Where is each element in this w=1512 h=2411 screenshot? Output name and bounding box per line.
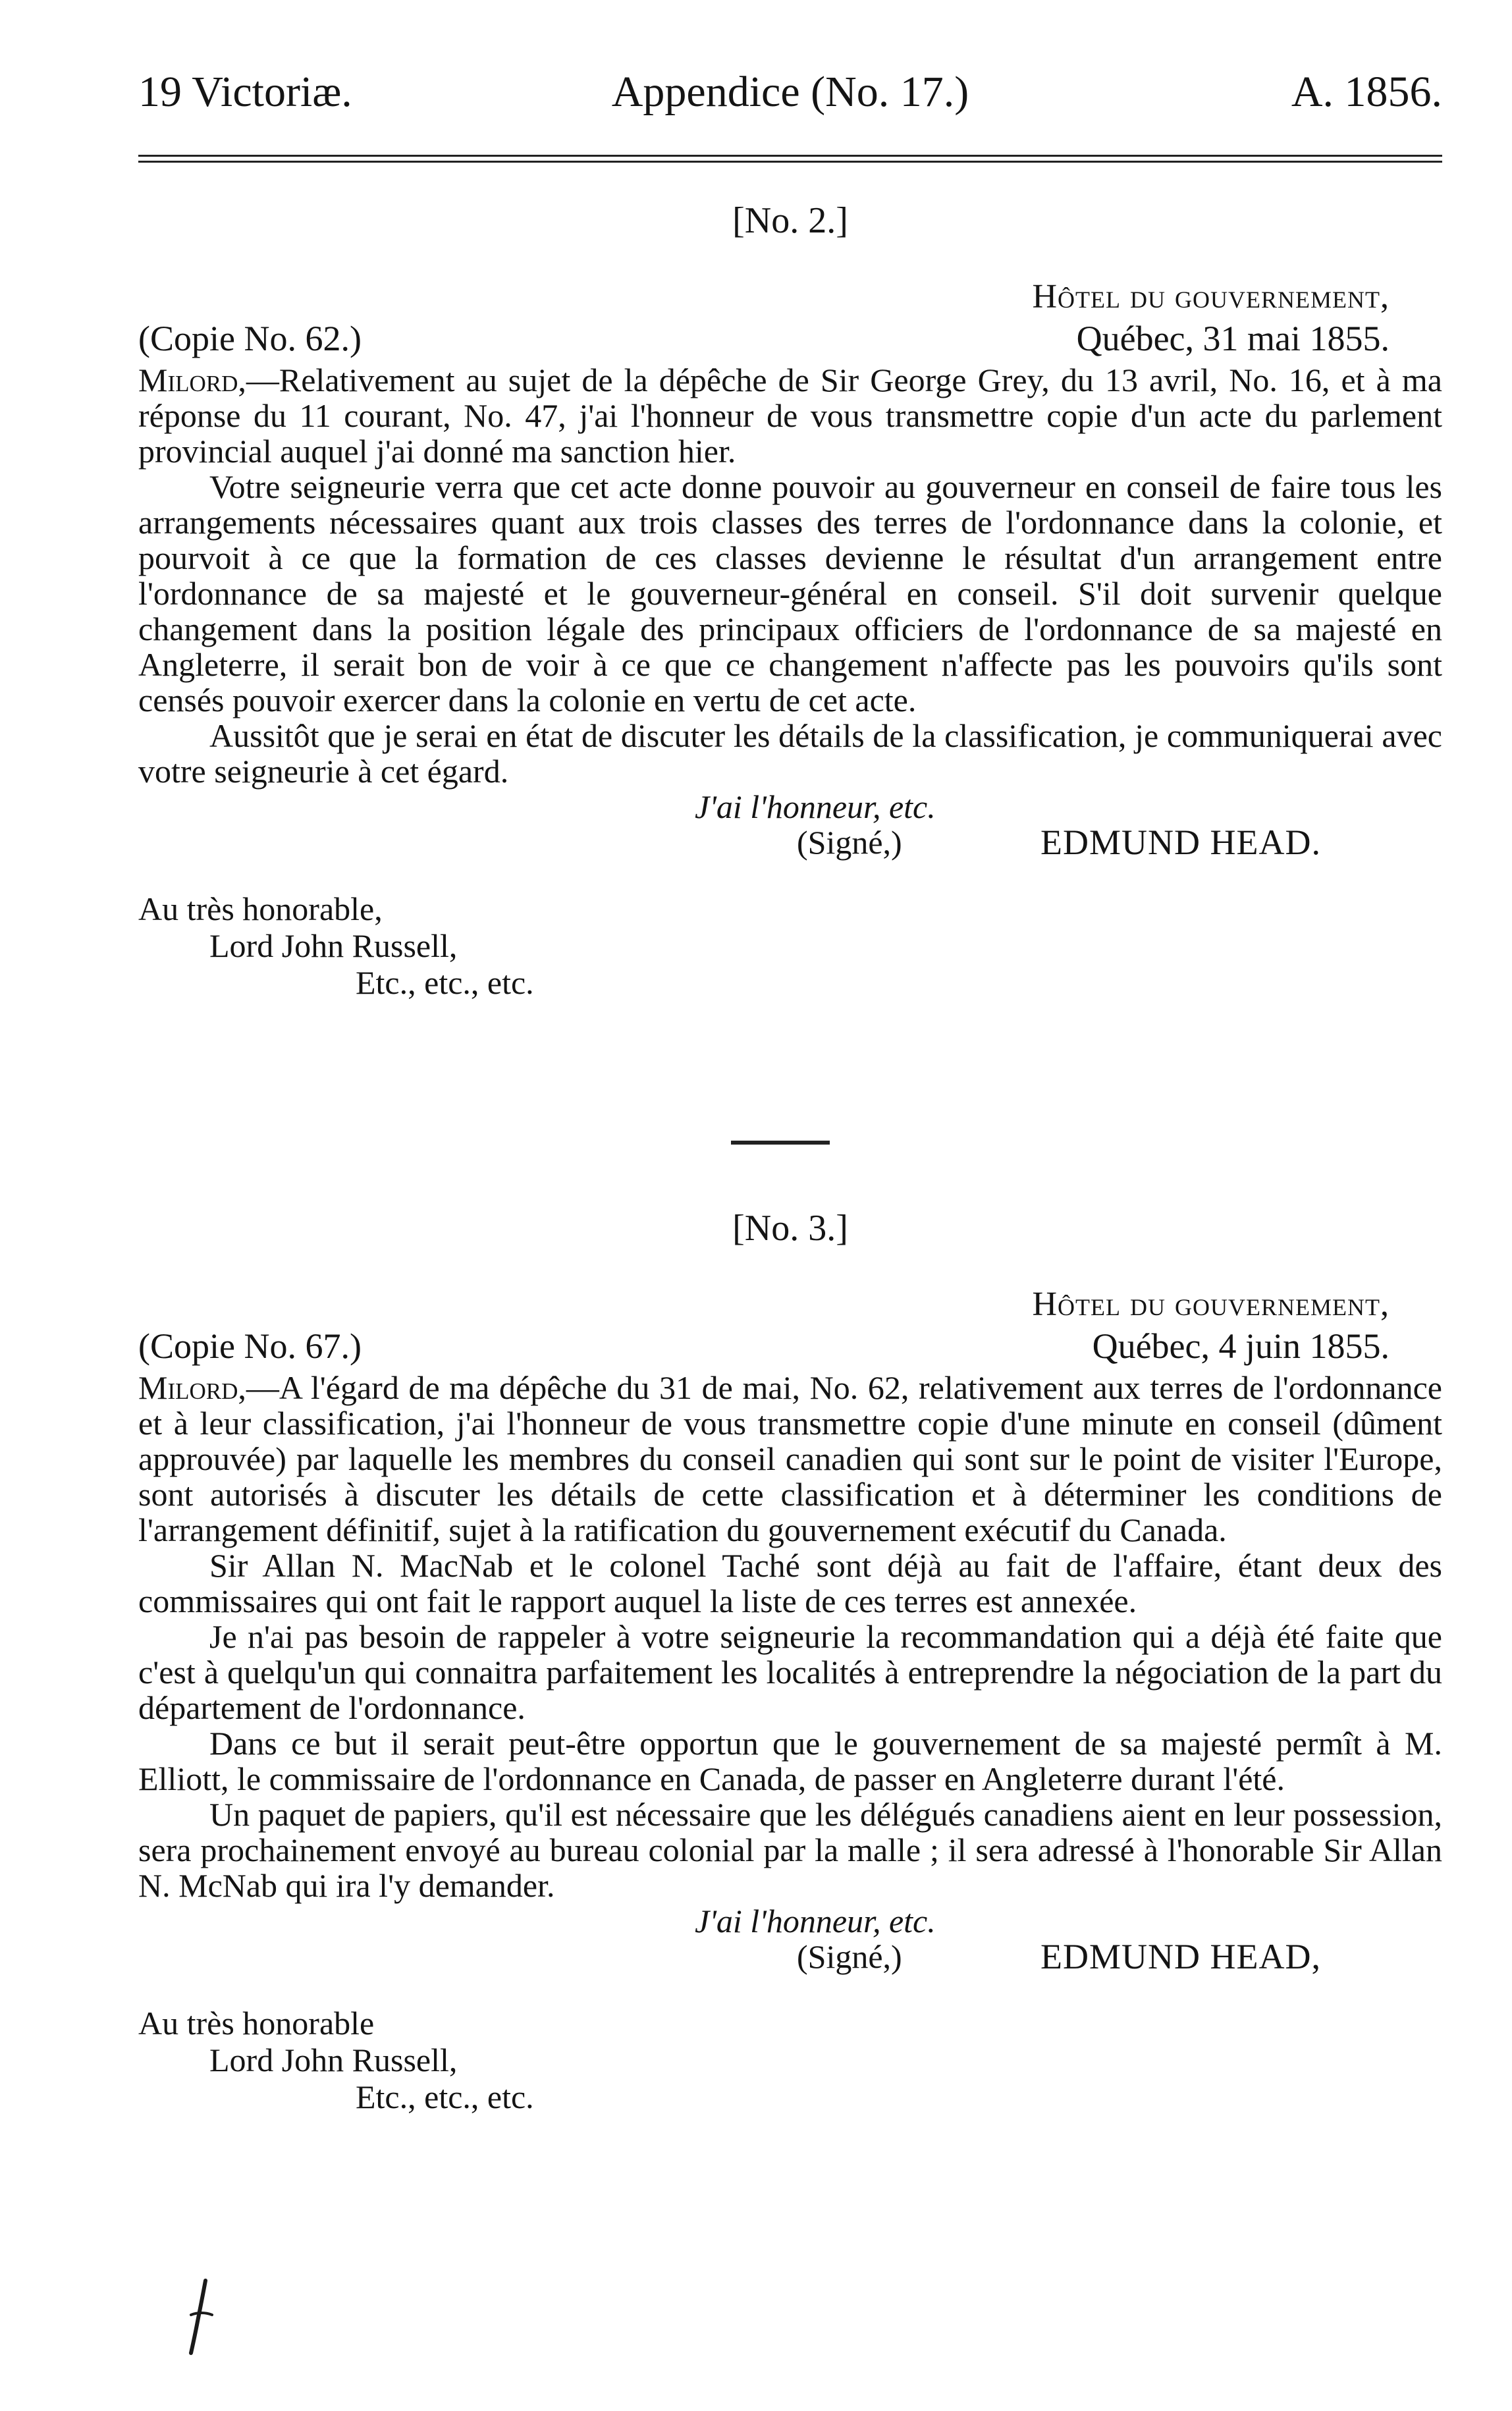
salutation: Milord, (138, 362, 246, 398)
closing-formula: J'ai l'honneur, etc. (695, 788, 936, 825)
letter-no-2 (138, 198, 1442, 1001)
addressee-line: Etc., etc., etc. (356, 2078, 534, 2115)
header-year: A. 1856. (1291, 68, 1442, 116)
letter-no-3 (138, 1205, 1442, 2115)
letter-number: [No. 3.] (732, 1208, 848, 1249)
closing-line (138, 1903, 1442, 1939)
paragraph: Un paquet de papiers, qu'il est nécessaire que les délégués canadiens aient en leur possession, sera prochainement envoyé au bureau colonial par la malle ; il sera adressé à l'honorable Sir Allan N. McNab qui ira l'y demander. (138, 1796, 1442, 1904)
addressee-line: Lord John Russell, (209, 927, 458, 964)
letter-number: [No. 2.] (732, 200, 848, 241)
letter-date: Québec, 4 juin 1855. (1092, 1326, 1390, 1366)
closing-line (138, 789, 1442, 825)
running-header (138, 66, 1442, 119)
closing-formula: J'ai l'honneur, etc. (695, 1903, 936, 1939)
paragraph: Sir Allan N. MacNab et le colonel Taché sont déjà au fait de l'affaire, étant deux des commissaires qui ont fait le rapport auquel la liste de ces terres est annexée. (138, 1547, 1442, 1619)
signature-line (138, 825, 1442, 860)
paragraph: Votre seigneurie verra que cet acte donne pouvoir au gouverneur en conseil de faire tous les arrangements nécessaires quant aux trois classes des terres de l'ordonnance dans la colonie, et pourvoit à ce que la formation de ces classes devienne le résultat d'un arrangement entre l'ordonnance de sa majesté et le gouverneur-général en conseil. S'il doit survenir quelque changement dans la position légale des principaux officiers de l'ordonnance de sa majesté en Angleterre, il serait bon de voir à ce que ce changement n'affecte pas les pouvoirs qu'ils sont censés pouvoir exercer dans la colonie en vertu de cet acte. (138, 468, 1442, 718)
copy-number: (Copie No. 62.) (138, 319, 362, 358)
addressee-line: Etc., etc., etc. (356, 964, 534, 1001)
paragraph-text: —Relativement au sujet de la dépêche de Sir George Grey, du 13 avril, No. 16, et à ma réponse du 11 courant, No. 47, j'ai l'honneur de vous transmettre copie d'un acte du parlement provincial auquel j'ai donné ma sanction hier. (138, 362, 1442, 470)
copy-date-row (138, 1325, 1442, 1367)
letter-date: Québec, 31 mai 1855. (1076, 319, 1390, 358)
header-regnal-year: 19 Victoriæ. (138, 68, 352, 116)
addressee-line: Au très honorable (138, 2005, 375, 2042)
paragraph: Aussitôt que je serai en état de discuter les détails de la classification, je communiquerai avec votre seigneurie à cet égard. (138, 717, 1442, 790)
paragraph: Je n'ai pas besoin de rappeler à votre seigneurie la recommandation qui a déjà été faite que c'est à quelqu'un qui connaitra parfaitement les localités à entreprendre la négociation de la part du département de l'ordonnance. (138, 1618, 1442, 1726)
letter-place: Hôtel du gouvernement, (1032, 278, 1390, 315)
paragraph (138, 362, 1442, 469)
letter-place: Hôtel du gouvernement, (1032, 1286, 1390, 1323)
paragraph: Dans ce but il serait peut-être opportun que le gouvernement de sa majesté permît à M. Elliott, le commissaire de l'ordonnance en Canada, de passer en Angleterre durant l'été. (138, 1725, 1442, 1797)
ink-flourish-mark (171, 2275, 230, 2361)
copy-number: (Copie No. 67.) (138, 1326, 362, 1366)
header-appendix: Appendice (No. 17.) (611, 68, 969, 116)
addressee-block (138, 890, 1442, 1001)
addressee-block (138, 2005, 1442, 2115)
addressee-line: Au très honorable, (138, 890, 383, 927)
header-double-rule (138, 155, 1442, 163)
addressee-line: Lord John Russell, (209, 2042, 458, 2078)
signed-label: (Signé,) (797, 1938, 902, 1975)
signatory-name: EDMUND HEAD, (1040, 1937, 1321, 1976)
signatory-name: EDMUND HEAD. (1040, 823, 1321, 862)
signature-line (138, 1939, 1442, 1974)
salutation: Milord, (138, 1369, 246, 1406)
letter-body (138, 1370, 1442, 1903)
paragraph-text: —A l'égard de ma dépêche du 31 de mai, No. 62, relativement aux terres de l'ordonnance et à leur classification, j'ai l'honneur de vous transmettre copie d'une minute en conseil (dûment approuvée) par laquelle les membres du conseil canadien qui sont sur le point de visiter l'Europe, sont autorisés à discuter les détails de cette classification et à déterminer les conditions de l'arrangement définitif, sujet à la ratification du gouvernement exécutif du Canada. (138, 1369, 1442, 1548)
section-divider (731, 1141, 830, 1145)
signed-label: (Signé,) (797, 824, 902, 861)
copy-date-row (138, 317, 1442, 360)
paragraph (138, 1370, 1442, 1548)
letter-body (138, 362, 1442, 789)
